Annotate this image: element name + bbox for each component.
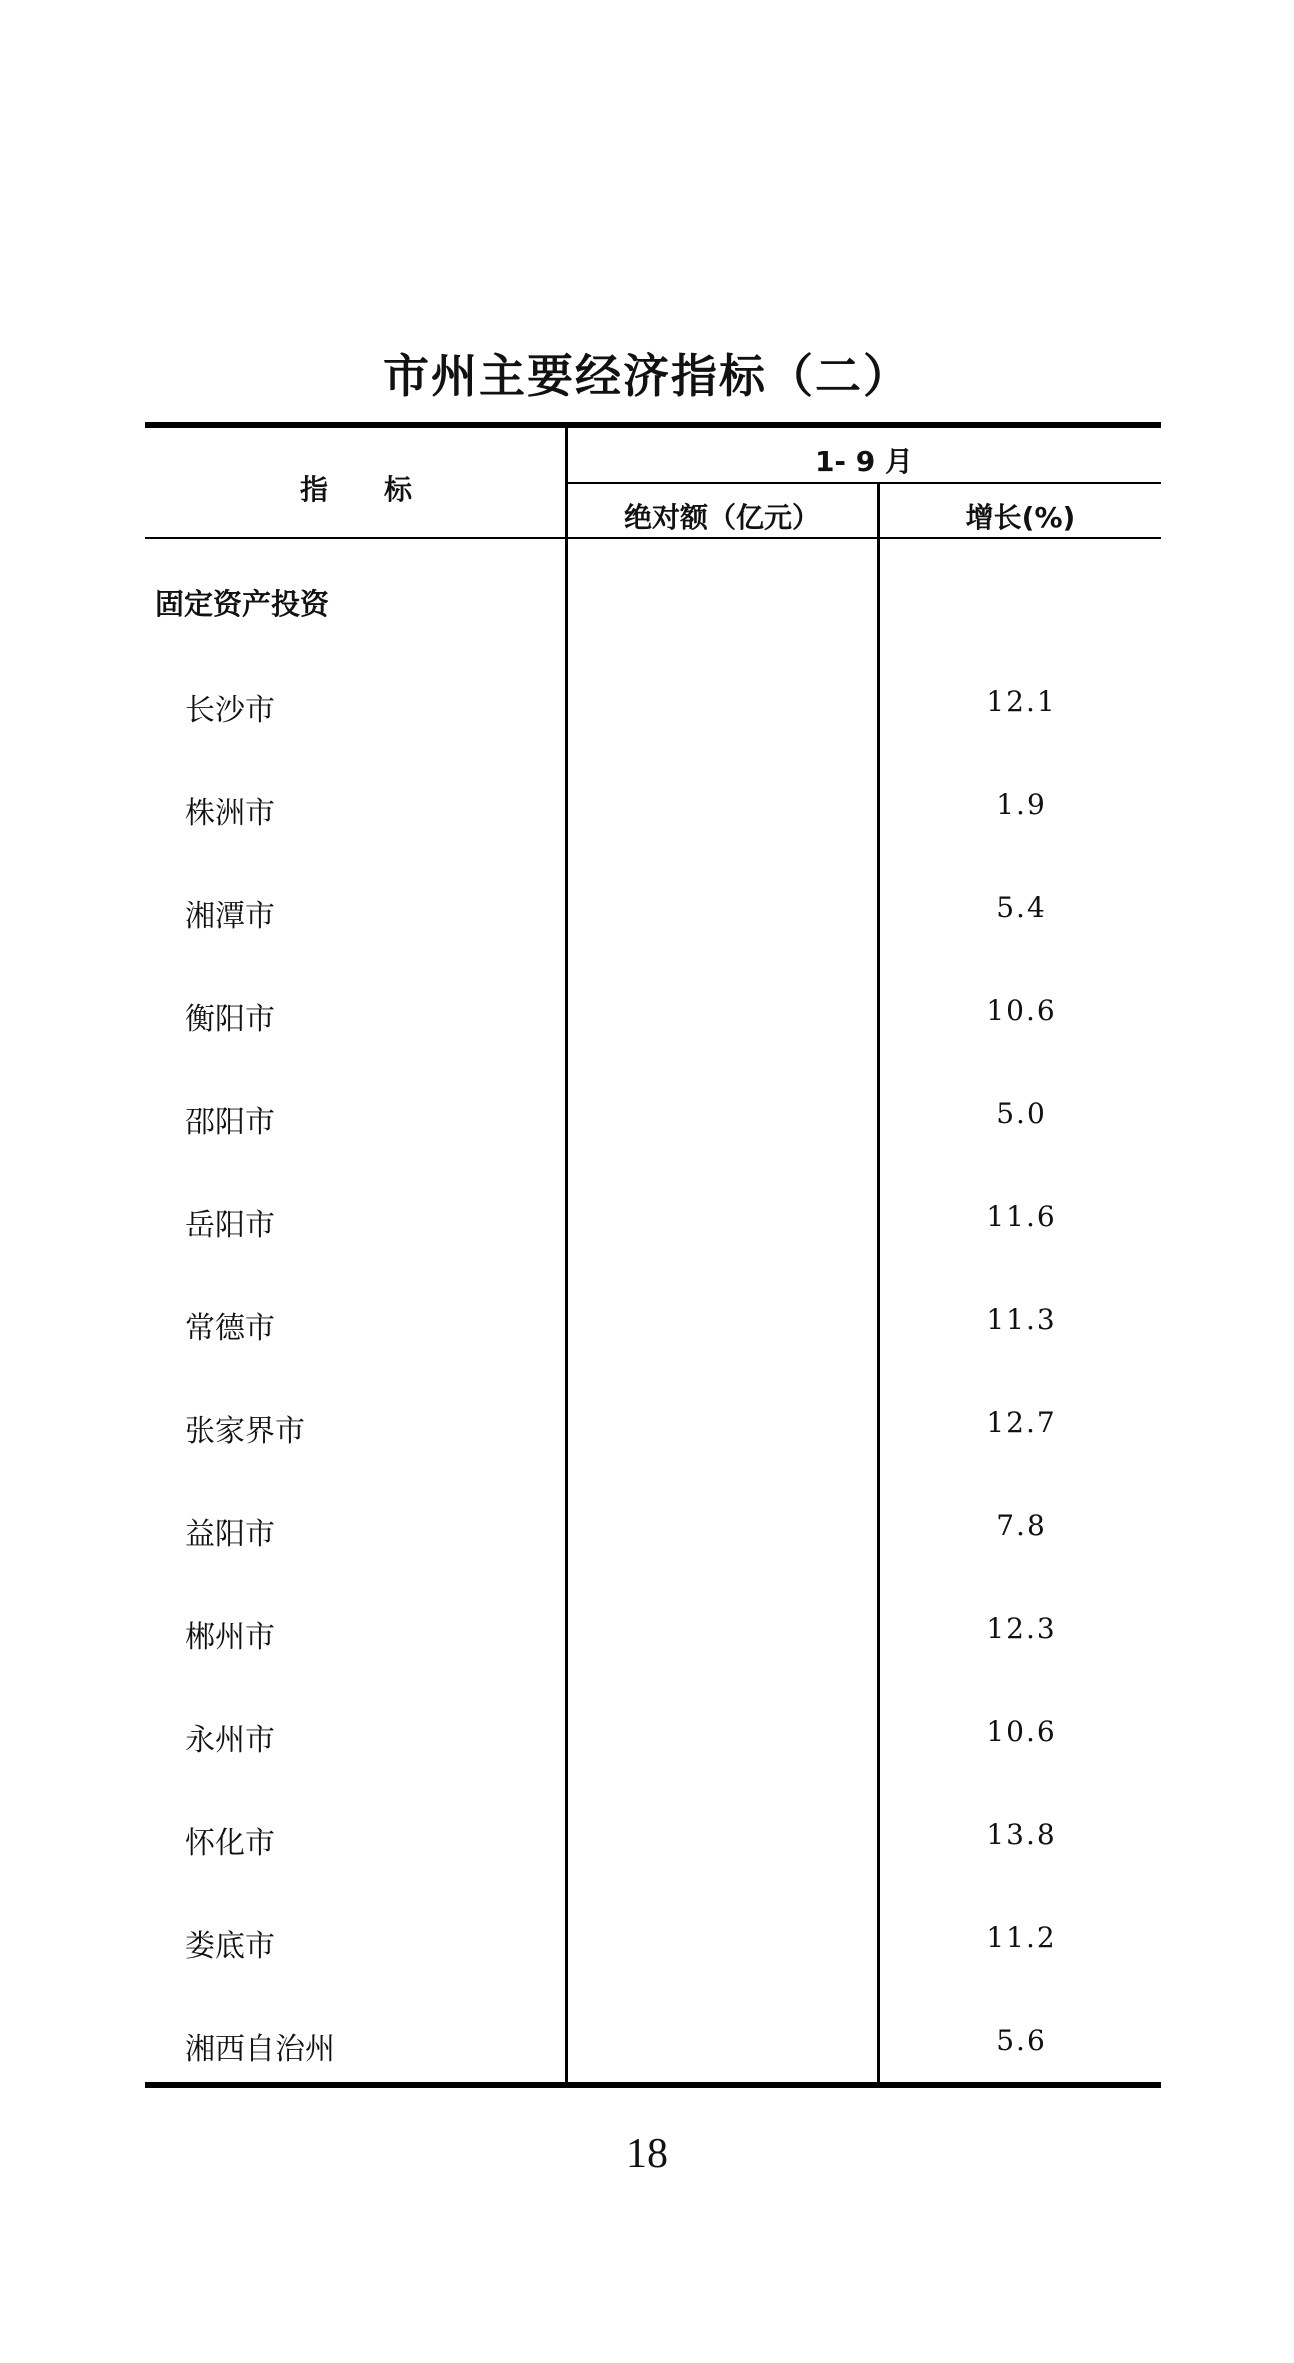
growth-value: 10.6 [986,994,1057,1027]
region-name: 永州市 [185,1723,275,1758]
growth-value: 11.6 [986,1200,1057,1233]
region-name: 岳阳市 [185,1208,275,1243]
period-header: 1- 9 月 [814,445,914,478]
growth-value: 11.3 [986,1303,1057,1336]
growth-value: 1.9 [996,788,1047,821]
table-row [145,1909,1161,1969]
page-number: 18 [626,2131,668,2177]
growth-value: 11.2 [986,1921,1057,1954]
growth-value: 10.6 [986,1715,1057,1748]
table-row [145,1188,1161,1248]
table-row [145,673,1161,733]
table-top-rule [145,422,1161,428]
table-row [145,1806,1161,1866]
table-row [145,1394,1161,1454]
region-name: 张家界市 [185,1414,305,1449]
table-row [145,1291,1161,1351]
region-name: 湘西自治州 [185,2032,335,2067]
table-bottom-rule [145,2082,1161,2088]
table-row [145,1497,1161,1557]
table-row [145,776,1161,836]
growth-header: 增长(%) [965,501,1076,534]
table-row [145,1703,1161,1763]
page-title: 市州主要经济指标（二） [383,349,911,403]
region-name: 湘潭市 [185,899,275,934]
region-name: 怀化市 [185,1826,275,1861]
table-row [145,2012,1161,2072]
absolute-amount-header: 绝对额（亿元） [623,501,820,534]
indicator-header: 指 标 [299,473,412,506]
period-divider [567,482,1161,484]
growth-value: 5.0 [996,1097,1047,1130]
table-row [145,879,1161,939]
growth-value: 12.7 [986,1406,1057,1439]
table-row [145,1085,1161,1145]
growth-value: 5.4 [996,891,1047,924]
growth-value: 5.6 [996,2024,1047,2057]
region-name: 益阳市 [185,1517,275,1552]
region-name: 娄底市 [185,1929,275,1964]
section-label: 固定资产投资 [155,587,330,621]
region-name: 衡阳市 [185,1002,275,1037]
growth-value: 7.8 [996,1509,1047,1542]
header-bottom-rule [145,537,1161,539]
growth-value: 12.3 [986,1612,1057,1645]
growth-value: 13.8 [986,1818,1057,1851]
region-name: 邵阳市 [185,1105,275,1140]
table-row [145,1600,1161,1660]
region-name: 长沙市 [185,693,275,728]
region-name: 郴州市 [185,1620,275,1655]
table-row [145,982,1161,1042]
region-name: 株洲市 [185,796,275,831]
growth-value: 12.1 [986,685,1057,718]
section-row [145,570,1161,630]
region-name: 常德市 [185,1311,275,1346]
